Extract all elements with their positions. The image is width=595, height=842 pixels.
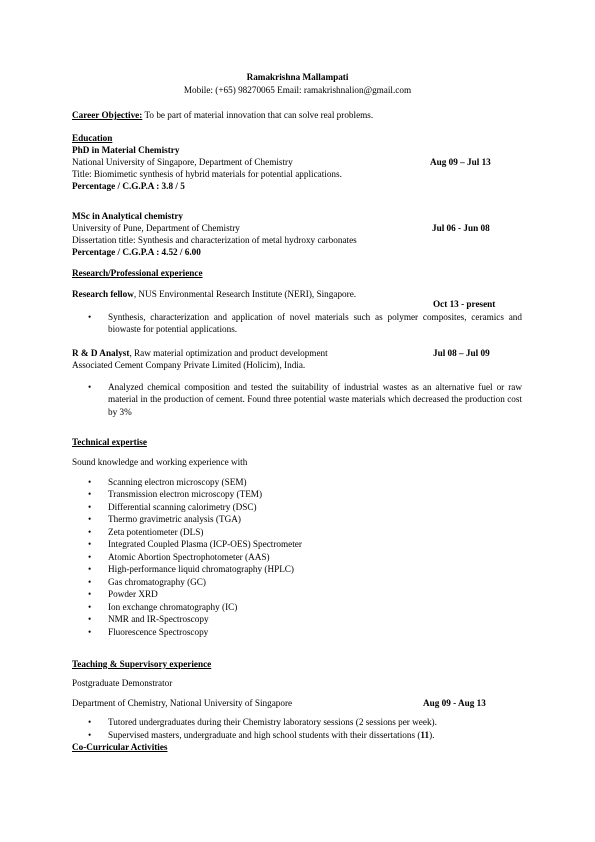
teaching-bullet-text [108, 729, 522, 741]
msc-institution: University of Pune, Department of Chemistry [72, 223, 240, 233]
analyst-bullet-text: Analyzed chemical composition and tested the suitability of industrial wastes as an alternative fuel or raw material in the production of cement. Found three potential waste materials which decreased the production cost by 3% [108, 382, 522, 417]
research-fellow-bullet-text: Synthesis, characterization and application of novel materials such as polymer composites, ceramics and biowaste for potential applications. [108, 312, 522, 335]
phd-dates: Aug 09 – Jul 13 [430, 157, 491, 167]
bullet-glyph: • [88, 527, 92, 537]
cocurricular-heading: Co-Curricular Activities [72, 742, 168, 752]
bullet-glyph: • [88, 502, 92, 512]
bullet-glyph: • [88, 602, 92, 612]
contact-line: Mobile: (+65) 98270065 Email: ramakrishnalion@gmail.com [183, 85, 412, 95]
msc-title: Dissertation title: Synthesis and characterization of metal hydroxy carbonates [72, 235, 357, 245]
technical-item-label: Zeta potentiometer (DLS) [108, 527, 204, 537]
technical-heading: Technical expertise [72, 437, 147, 447]
bullet-glyph: • [88, 717, 92, 727]
bullet-glyph: • [88, 539, 92, 549]
technical-item-label: Integrated Coupled Plasma (ICP-OES) Spectrometer [108, 539, 302, 549]
phd-institution: National University of Singapore, Department of Chemistry [72, 157, 293, 167]
teaching-bullet-main: Supervised masters, undergraduate and high school students with their dissertations ( [108, 730, 421, 740]
technical-item-label: Powder XRD [108, 589, 158, 599]
bullet-glyph: • [88, 312, 92, 322]
teaching-dept: Department of Chemistry, National University of Singapore [72, 698, 293, 708]
technical-item-label: Scanning electron microscopy (SEM) [108, 477, 247, 487]
teaching-heading: Teaching & Supervisory experience [72, 659, 212, 669]
objective-text: To be part of material innovation that can solve real problems. [142, 110, 374, 120]
bullet-glyph: • [88, 614, 92, 624]
bullet-glyph: • [88, 552, 92, 562]
phd-score: Percentage / C.G.P.A : 3.8 / 5 [72, 181, 185, 191]
research-fellow-dates: Oct 13 - present [433, 299, 496, 309]
bullet-glyph: • [88, 589, 92, 599]
teaching-bullet-end: ). [429, 730, 435, 740]
msc-dates: Jul 06 - Jun 08 [432, 223, 490, 233]
student-count: 11 [420, 730, 430, 740]
bullet-glyph: • [88, 382, 92, 392]
phd-degree: PhD in Material Chemistry [72, 145, 180, 155]
education-heading: Education [72, 133, 113, 143]
analyst-dates: Jul 08 – Jul 09 [433, 348, 490, 358]
teaching-bullet-text: Tutored undergraduates during their Chemistry laboratory sessions (2 sessions per week). [108, 717, 437, 727]
bullet-glyph: • [88, 627, 92, 637]
technical-item-label: High-performance liquid chromatography (HPLC) [108, 564, 294, 574]
technical-item-label: Atomic Abortion Spectrophotometer (AAS) [108, 552, 270, 562]
technical-item-label: Gas chromatography (GC) [108, 577, 206, 587]
teaching-dates: Aug 09 - Aug 13 [423, 698, 486, 708]
bullet-glyph: • [88, 514, 92, 524]
technical-item-label: Transmission electron microscopy (TEM) [108, 489, 263, 499]
analyst-role: R & D Analyst [72, 348, 130, 358]
objective-label: Career Objective: [72, 110, 143, 120]
research-fellow-org: , NUS Environmental Research Institute (NERI), Singapore. [133, 289, 357, 299]
technical-item-label: NMR and IR-Spectroscopy [108, 614, 209, 624]
research-heading: Research/Professional experience [72, 268, 203, 278]
analyst-company: Associated Cement Company Private Limited (Holicim), India. [72, 360, 306, 370]
phd-title: Title: Biomimetic synthesis of hybrid materials for potential applications. [72, 169, 342, 179]
bullet-glyph: • [88, 730, 92, 740]
research-fellow-role: Research fellow [72, 289, 134, 299]
technical-item-label: Fluorescence Spectroscopy [108, 627, 209, 637]
analyst-line [72, 347, 328, 359]
bullet-glyph: • [88, 477, 92, 487]
bullet-glyph: • [88, 564, 92, 574]
technical-intro: Sound knowledge and working experience with [72, 457, 248, 467]
msc-score: Percentage / C.G.P.A : 4.52 / 6.00 [72, 247, 201, 257]
technical-item-label: Ion exchange chromatography (IC) [108, 602, 238, 612]
teaching-role: Postgraduate Demonstrator [72, 678, 173, 688]
career-objective [72, 109, 373, 121]
analyst-org: , Raw material optimization and product development [129, 348, 328, 358]
candidate-name: Ramakrishna Mallampati [246, 72, 349, 82]
research-fellow-line [72, 288, 356, 300]
msc-degree: MSc in Analytical chemistry [72, 211, 184, 221]
technical-item-label: Thermo gravimetric analysis (TGA) [108, 514, 241, 524]
bullet-glyph: • [88, 577, 92, 587]
bullet-glyph: • [88, 489, 92, 499]
technical-item-label: Differential scanning calorimetry (DSC) [108, 502, 257, 512]
